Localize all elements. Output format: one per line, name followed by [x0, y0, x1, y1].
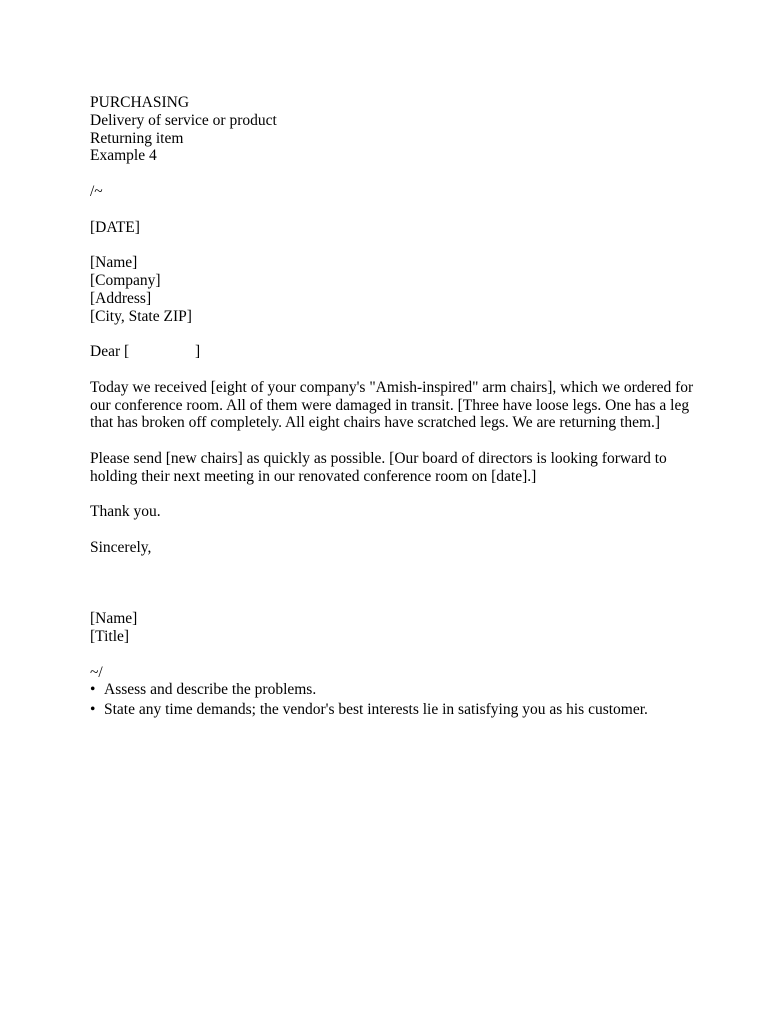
- body-paragraph-1: Today we received [eight of your company's "Amish-inspired" arm chairs], which we ordered for our conference room. All of them were damaged in transit. [Three have loose legs. One has a leg that has broken off completely. All eight chairs have scratched legs. We are returning them.]: [90, 378, 694, 432]
- tip-text: State any time demands; the vendor's best interests lie in satisfying you as his customer.: [104, 700, 648, 718]
- spacer: [90, 201, 700, 219]
- recipient-address: [Address]: [90, 289, 152, 307]
- recipient-block: [90, 254, 700, 325]
- spacer: [90, 325, 700, 343]
- letter-document: [90, 94, 700, 720]
- recipient-city-state-zip: [City, State ZIP]: [90, 307, 192, 325]
- end-marker: ~/: [90, 663, 103, 681]
- example-label: Example 4: [90, 147, 157, 165]
- bullet-icon: •: [90, 700, 96, 718]
- spacer: [90, 646, 700, 664]
- start-marker: /~: [90, 182, 103, 200]
- closing: Sincerely,: [90, 538, 152, 556]
- recipient-name: [Name]: [90, 254, 138, 272]
- category-heading: PURCHASING: [90, 94, 190, 111]
- thanks-line: Thank you.: [90, 503, 161, 521]
- signature-title: [Title]: [90, 627, 130, 645]
- spacer: [90, 486, 700, 504]
- bullet-icon: •: [90, 681, 96, 699]
- letter-date: [DATE]: [90, 218, 140, 236]
- spacer: [90, 521, 700, 539]
- topic-heading: Returning item: [90, 129, 184, 147]
- tips-list: [90, 681, 700, 718]
- salutation: Dear [ ]: [90, 343, 201, 361]
- signature-space: [90, 557, 700, 610]
- spacer: [90, 432, 700, 450]
- body-paragraph-2: Please send [new chairs] as quickly as possible. [Our board of directors is looking forward to holding their next meeting in our renovated conference room on [date].]: [90, 449, 667, 485]
- recipient-company: [Company]: [90, 271, 161, 289]
- spacer: [90, 236, 700, 254]
- list-item: [90, 701, 700, 719]
- spacer: [90, 165, 700, 183]
- subcategory-heading: Delivery of service or product: [90, 111, 277, 129]
- signature-name: [Name]: [90, 610, 138, 628]
- tip-text: Assess and describe the problems.: [104, 681, 317, 699]
- spacer: [90, 361, 700, 379]
- list-item: [90, 681, 700, 699]
- signature-block: [90, 610, 700, 646]
